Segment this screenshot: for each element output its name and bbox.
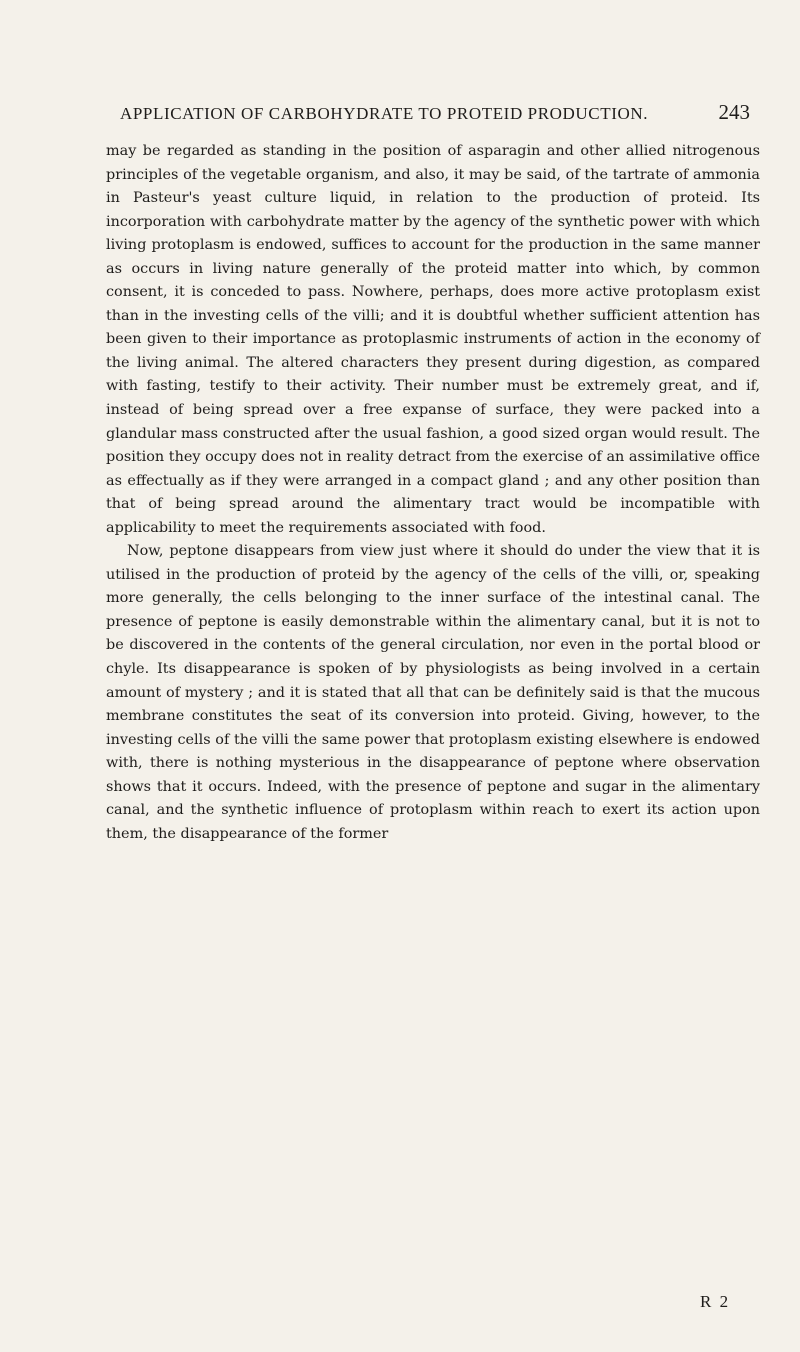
paragraph-1: may be regarded as standing in the position of asparagin and other allied nitrogenous principles of the vegetable organism, and also, it may be said, of the tartrate of ammonia in Pasteur's yeast culture liquid, in relation to the production of proteid. Its incorporation with carbohydrate matter by the agency of the synthetic power with which living protoplasm is endowed, suffices to account for the production in the same manner as occurs in living nature generally of the proteid matter into which, by common consent, it is conceded to pass. Nowhere, perhaps, does more active protoplasm exist than in the investing cells of the villi; and it is doubtful whether sufficient attention has been given to their importance as protoplasmic instruments of action in the economy of the living animal. The altered characters they present during digestion, as compared with fasting, testify to their activity. Their number must be extremely great, and if, instead of being spread over a free expanse of surface, they were packed into a glandular mass constructed after the usual fashion, a good sized organ would result. The position they occupy does not in reality detract from the exercise of an assimilative office as effectually as if they were arranged in a compact gland ; and any other position than that of being spread around the alimentary tract would be incompatible with applicability to meet the requirements associated with food.	[106, 143, 760, 536]
paragraph-2: Now, peptone disappears from view just where it should do under the view that it is utilised in the production of proteid by the agency of the cells of the villi, or, speaking more generally, the cells belonging to the inner surface of the intestinal canal. The presence of peptone is easily demonstrable within the alimentary canal, but it is not to be discovered in the contents of the general circulation, nor even in the portal blood or chyle. Its disappearance is spoken of by physiologists as being involved in a certain amount of mystery ; and it is stated that all that can be definitely said is that the mucous membrane constitutes the seat of its conversion into proteid. Giving, however, to the investing cells of the villi the same power that protoplasm existing elsewhere is endowed with, there is nothing mysterious in the disappearance of peptone where observation shows that it occurs. Indeed, with the presence of peptone and sugar in the alimentary canal, and the synthetic influence of protoplasm within reach to exert its action upon them, the disappearance of the former	[106, 543, 760, 842]
running-title: APPLICATION OF CARBOHYDRATE TO PROTEID PRODUCTION.	[120, 104, 649, 123]
page-number: 243	[718, 100, 750, 124]
running-head	[120, 100, 750, 125]
body-text	[106, 140, 760, 846]
signature-mark: R 2	[700, 1292, 731, 1311]
